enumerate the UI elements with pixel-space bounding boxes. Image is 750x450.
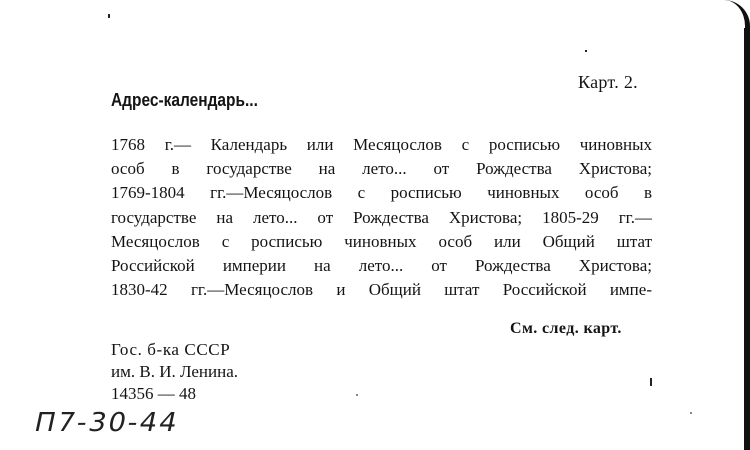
dust-speck bbox=[650, 378, 652, 386]
handwritten-shelf-code: П7-30-44 bbox=[31, 408, 182, 438]
body-line: Российской империи на лето... от Рождества Христова; bbox=[111, 256, 652, 276]
card-body bbox=[111, 133, 652, 302]
card-number: Карт. 2. bbox=[578, 72, 638, 92]
body-line: государстве на лето... от Рождества Христова; 1805-29 гг.— bbox=[111, 207, 652, 227]
body-line: 1769-1804 гг.—Месяцослов с росписью чиновных особ в bbox=[111, 183, 652, 203]
see-next-card-note: См. след. карт. bbox=[510, 320, 622, 337]
body-line: особ в государстве на лето... от Рождества Христова; bbox=[111, 159, 652, 179]
card-right-edge bbox=[744, 28, 750, 450]
library-inventory-number: 14356 — 48 bbox=[111, 384, 196, 403]
library-name: Гос. б-ка СССР bbox=[111, 340, 231, 359]
body-line: Месяцослов с росписью чиновных особ или Общий штат bbox=[111, 231, 652, 251]
dust-speck bbox=[356, 394, 358, 396]
dust-speck bbox=[108, 14, 110, 18]
body-line: 1768 г.— Календарь или Месяцослов с росписью чиновных bbox=[111, 135, 652, 154]
body-line: 1830-42 гг.—Месяцослов и Общий штат Российской импе- bbox=[111, 280, 652, 300]
library-named-after: им. В. И. Ленина. bbox=[111, 362, 239, 381]
dust-speck bbox=[585, 50, 587, 52]
dust-speck bbox=[690, 412, 692, 414]
library-stamp bbox=[111, 339, 238, 405]
card-title: Адрес-календарь... bbox=[111, 90, 258, 110]
